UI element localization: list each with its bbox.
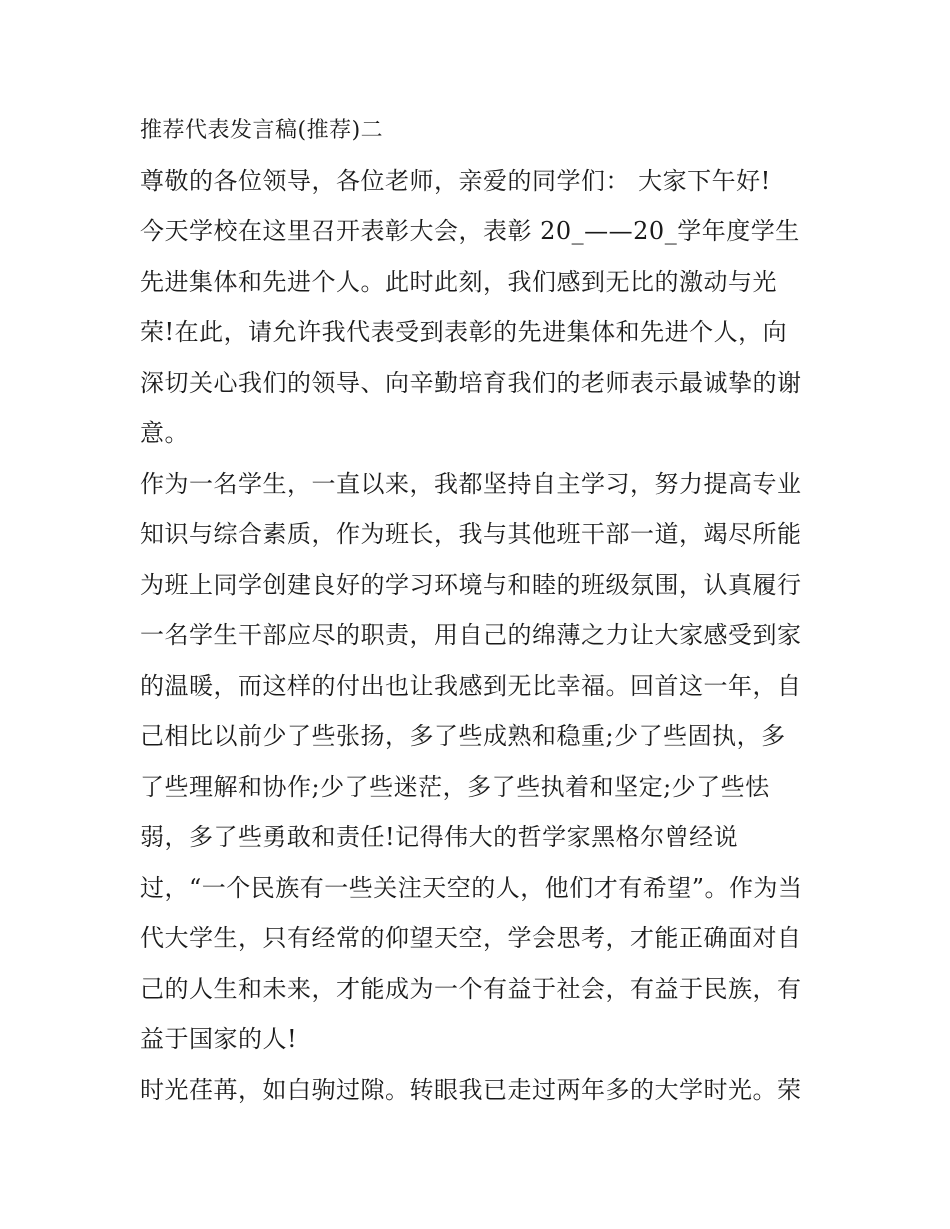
text-line-14: 弱，多了些勇敢和责任!记得伟大的哲学家黑格尔曾经说 [140,823,739,851]
text-line-15: 过，“一个民族有一些关注天空的人，他们才有希望”。作为当 [140,874,803,902]
text-line-17: 己的人生和未来，才能成为一个有益于社会，有益于民族，有 [140,975,802,1003]
text-line-10: 一名学生干部应尽的职责，用自己的绵薄之力让大家感受到家 [140,621,802,649]
text-line-12: 己相比以前少了些张扬，多了些成熟和稳重;少了些固执，多 [140,722,786,750]
text-line-18: 益于国家的人! [140,1025,298,1053]
text-line-7: 作为一名学生，一直以来，我都坚持自主学习，努力提高专业 [140,470,802,498]
text-line-19: 时光荏苒，如白驹过隙。转眼我已走过两年多的大学时光。荣 [140,1076,802,1104]
text-line-5: 深切关心我们的领导、向辛勤培育我们的老师表示最诚挚的谢 [140,369,802,397]
text-line-11: 的温暖，而这样的付出也让我感到无比幸福。回首这一年，自 [140,672,802,700]
document-title: 推荐代表发言稿(推荐)二 [140,118,384,143]
text-line-9: 为班上同学创建良好的学习环境与和睦的班级氛围，认真履行 [140,571,802,599]
text-line-6: 意。 [140,419,189,447]
text-line-13: 了些理解和协作;少了些迷茫，多了些执着和坚定;少了些怯 [140,773,770,801]
text-line-3: 先进集体和先进个人。此时此刻，我们感到无比的激动与光 [140,268,777,296]
text-line-1: 尊敬的各位领导，各位老师，亲爱的同学们： 大家下午好! [140,167,771,195]
text-line-8: 知识与综合素质，作为班长，我与其他班干部一道，竭尽所能 [140,520,802,548]
text-line-4: 荣!在此，请允许我代表受到表彰的先进集体和先进个人，向 [140,318,788,346]
text-line-2: 今天学校在这里召开表彰大会，表彰 20_——20_学年度学生 [140,217,800,245]
text-line-16: 代大学生，只有经常的仰望天空，学会思考，才能正确面对自 [140,924,802,952]
